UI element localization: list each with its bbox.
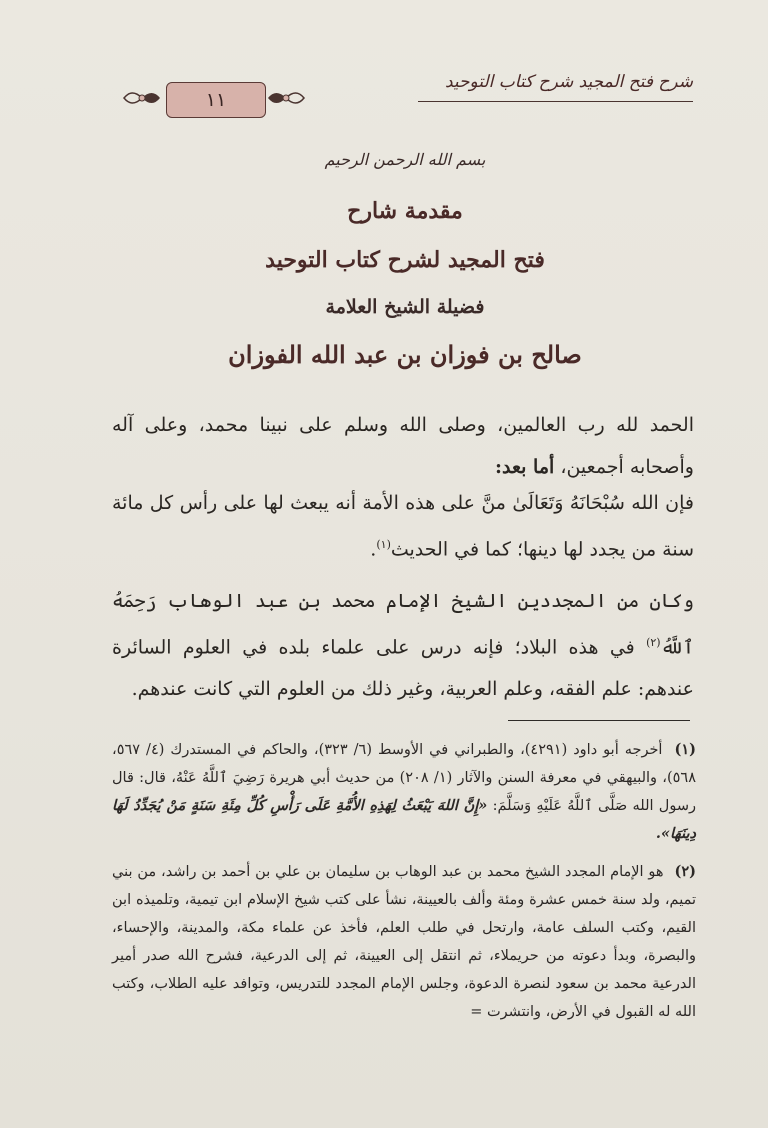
paragraph-mujaddid-rest: في هذه البلاد؛ فإنه درس على علماء بلده في العلوم السائرة عندهم: علم الفقه، وعلم العربية، وغير ذلك من العلوم التي كانت عندهم. <box>112 636 694 701</box>
header-rule <box>418 101 693 102</box>
page-header <box>118 72 693 128</box>
paragraph-mujaddid <box>112 580 694 710</box>
footnote-ref-2: (٢) <box>646 636 661 649</box>
footnote-1-hadith: «إِنَّ اللهَ يَبْعَثُ لِهَذِهِ الأُمَّةِ عَلَى رَأْسِ كُلِّ مِئَةِ سَنَةٍ مَنْ يُجَدِّدُ لَهَا دِينَهَا». <box>112 797 696 842</box>
basmala: بسم الله الرحمن الرحيم <box>324 150 486 169</box>
footnote-ref-1: (١) <box>376 538 391 551</box>
heading-introduction: مقدمة شارح <box>347 198 463 224</box>
running-title: شرح فتح المجيد شرح كتاب التوحيد <box>445 72 693 92</box>
footnote-1-text: أخرجه أبو داود (٤٢٩١)، والطبراني في الأوسط (٦/ ٣٢٣)، والحاكم في المستدرك (٤/ ٥٦٧، ٥٦٨)، والبيهقي في معرفة السنن والآثار (١/ ٢٠٨) من حديث أبي هريرة رَضِيَ ٱللَّهُ عَنْهُ، قال: قال رسول الله صَلَّى ٱللَّهُ عَلَيْهِ وَسَلَّمَ: <box>112 742 697 814</box>
amma-bad: أما بعد: <box>494 456 555 478</box>
footnote-separator <box>508 720 690 721</box>
footnote-2-text: هو الإمام المجدد الشيخ محمد بن عبد الوهاب بن سليمان بن علي بن أحمد بن راشد، من بني تميم، ولد سنة خمس عشرة ومئة وألف بالعيينة، نشأ على كتب شيخ الإسلام ابن تيمية، وتلميذه ابن القيم، وكتب السلف عامة، وارتحل في طلب العلم، فأخذ عن علماء مكة، والمدينة، والإحساء، والبصرة، وبدأ دعوته من حريملاء، ثم انتقل إلى العيينة، ثم إلى الدرعية، فشرح الله صدر أمير الدرعية محمد بن سعود لنصرة الدعوة، وجلس الإمام المجدد للتدريس، وتوافد عليه الطلاب، وكتب الله له القبول في الأرض، وانتشرت = <box>112 864 696 1020</box>
paragraph-praise <box>112 404 694 488</box>
footnote-2-number: (٢) <box>674 863 696 880</box>
left-ornament-icon <box>122 85 162 111</box>
paragraph-mujaddid-start: وكان من المجددين الشيخ الإمام محمد بن عبد الوهاب رَحِمَهُ ٱللَّهُ <box>112 590 694 659</box>
paragraph-renewal <box>112 482 694 570</box>
paragraph-praise-text: الحمد لله رب العالمين، وصلى الله وسلم على نبينا محمد، وعلى آله وأصحابه أجمعين، <box>112 414 694 478</box>
footnote-1 <box>112 736 696 848</box>
heading-book-title: فتح المجيد لشرح كتاب التوحيد <box>265 247 545 273</box>
right-ornament-icon <box>266 85 306 111</box>
paragraph-renewal-end: . <box>370 538 377 561</box>
heading-sheikh-title: فضيلة الشيخ العلامة <box>325 296 485 318</box>
footnote-2 <box>112 858 696 1026</box>
page-number-badge <box>166 82 266 118</box>
heading-author-name: صالح بن فوزان بن عبد الله الفوزان <box>228 340 582 369</box>
page-number: ١١ <box>205 89 227 111</box>
paragraph-renewal-text: فإن الله سُبْحَانَهُ وَتَعَالَىٰ منَّ على هذه الأمة أنه يبعث لها على رأس كل مائة سنة من يجدد لها دينها؛ كما في الحديث <box>112 492 694 561</box>
footnote-1-number: (١) <box>674 741 696 758</box>
